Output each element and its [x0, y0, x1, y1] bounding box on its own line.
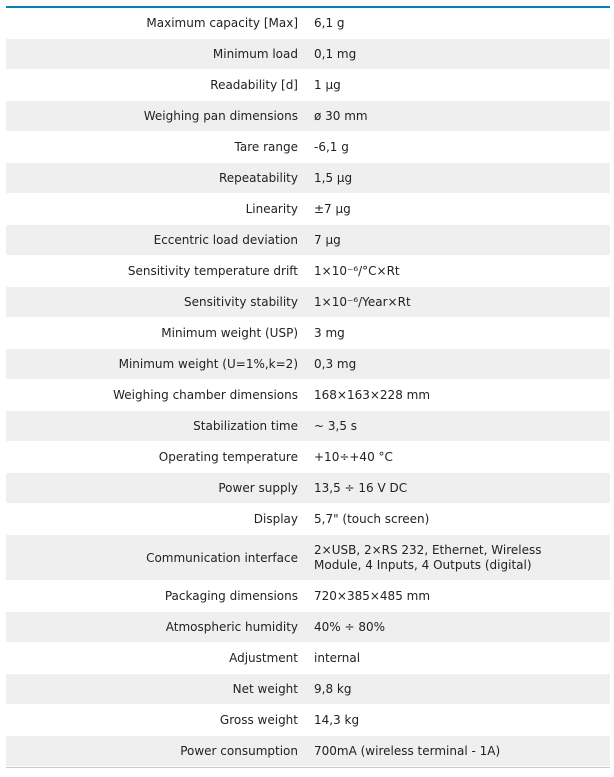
spec-label: Power supply [218, 481, 298, 495]
spec-value: -6,1 g [314, 139, 349, 154]
spec-row-maximum-capacity [6, 8, 610, 39]
spec-value: 700mA (wireless terminal - 1A) [314, 743, 501, 758]
spec-label: Atmospheric humidity [165, 620, 298, 634]
spec-row-minimum-load [6, 39, 610, 70]
spec-value: 1×10⁻⁶/Year×Rt [314, 294, 411, 309]
spec-value: 0,1 mg [314, 46, 357, 61]
spec-value: 9,8 kg [314, 681, 352, 696]
spec-value: 13,5 ÷ 16 V DC [314, 480, 408, 495]
spec-label: Sensitivity temperature drift [127, 264, 298, 278]
spec-label: Repeatability [218, 171, 298, 185]
spec-value: ~ 3,5 s [314, 418, 358, 433]
spec-value: +10÷+40 °C [314, 449, 393, 464]
spec-row-minimum-weight-u [6, 349, 610, 380]
spec-row-weighing-pan-dimensions [6, 101, 610, 132]
spec-row-eccentric-load-deviation [6, 225, 610, 256]
spec-row-atmospheric-humidity [6, 612, 610, 643]
spec-value: 1×10⁻⁶/°C×Rt [314, 263, 400, 278]
spec-row-weighing-chamber-dimensions [6, 380, 610, 411]
spec-label: Maximum capacity [Max] [146, 16, 298, 30]
spec-label: Gross weight [219, 713, 298, 727]
spec-label: Minimum load [212, 47, 298, 61]
spec-label: Packaging dimensions [164, 589, 298, 603]
spec-row-sensitivity-stability [6, 287, 610, 318]
spec-value: ±7 µg [314, 201, 351, 216]
spec-value: 0,3 mg [314, 356, 357, 371]
spec-label: Net weight [232, 682, 298, 696]
spec-value: internal [314, 650, 361, 665]
spec-label: Eccentric load deviation [153, 233, 298, 247]
spec-value: 720×385×485 mm [314, 588, 431, 603]
spec-row-stabilization-time [6, 411, 610, 442]
spec-row-adjustment [6, 643, 610, 674]
spec-row-communication-interface [6, 535, 610, 581]
spec-row-repeatability [6, 163, 610, 194]
spec-label: Readability [d] [210, 78, 298, 92]
spec-label: Adjustment [229, 651, 298, 665]
spec-label: Sensitivity stability [183, 295, 298, 309]
spec-value: 168×163×228 mm [314, 387, 431, 402]
spec-label: Minimum weight (U=1%,k=2) [118, 357, 298, 371]
spec-value: 1 µg [314, 77, 341, 92]
spec-row-operating-temperature [6, 442, 610, 473]
spec-row-power-consumption [6, 736, 610, 767]
spec-row-tare-range [6, 132, 610, 163]
spec-row-sensitivity-temperature-drift [6, 256, 610, 287]
spec-value: ø 30 mm [314, 108, 368, 123]
spec-row-readability [6, 70, 610, 101]
spec-label: Weighing chamber dimensions [113, 388, 298, 402]
spec-row-gross-weight [6, 705, 610, 736]
spec-value: 14,3 kg [314, 712, 360, 727]
spec-value: 1,5 µg [314, 170, 353, 185]
spec-row-display [6, 504, 610, 535]
spec-value: 3 mg [314, 325, 345, 340]
spec-label: Stabilization time [193, 419, 298, 433]
spec-value: 5,7" (touch screen) [314, 511, 430, 526]
spec-row-packaging-dimensions [6, 581, 610, 612]
spec-row-minimum-weight-usp [6, 318, 610, 349]
spec-row-power-supply [6, 473, 610, 504]
spec-value: 40% ÷ 80% [314, 619, 386, 634]
spec-label: Tare range [234, 140, 298, 154]
spec-label: Communication interface [146, 550, 298, 565]
spec-row-net-weight [6, 674, 610, 705]
spec-value: 2×USB, 2×RS 232, Ethernet, Wireless Module, 4 Inputs, 4 Outputs (digital) [314, 542, 542, 572]
spec-label: Power consumption [180, 744, 298, 758]
spec-label: Linearity [245, 202, 298, 216]
spec-label: Minimum weight (USP) [161, 326, 298, 340]
spec-label: Weighing pan dimensions [143, 109, 298, 123]
spec-label: Display [253, 512, 298, 526]
specifications-table [6, 6, 610, 768]
spec-label: Operating temperature [158, 450, 298, 464]
spec-value: 7 µg [314, 232, 341, 247]
spec-row-linearity [6, 194, 610, 225]
spec-value: 6,1 g [314, 15, 345, 30]
